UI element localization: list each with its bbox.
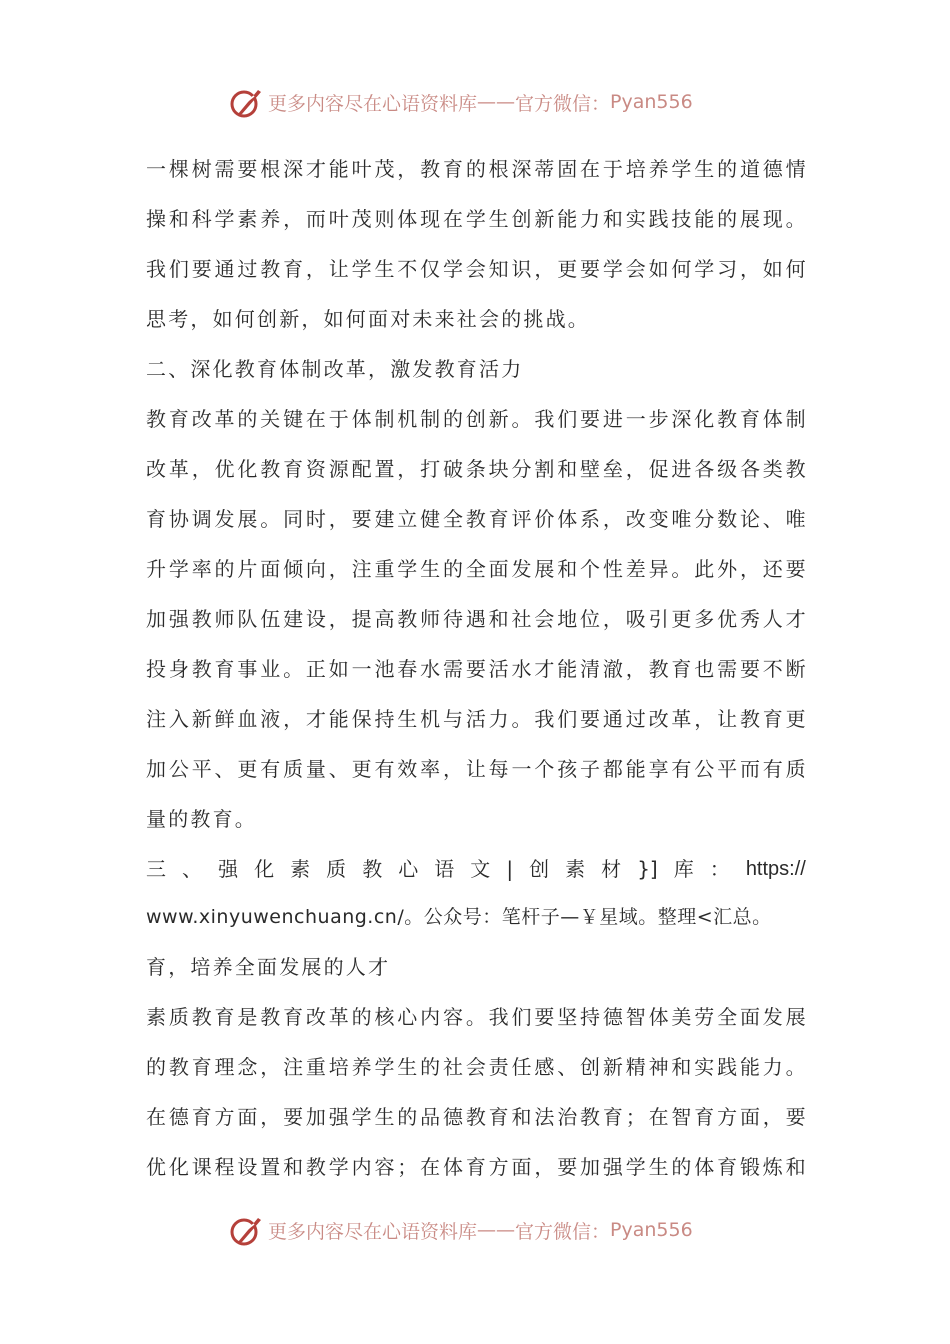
spread-char: 质 (326, 857, 347, 881)
spread-char: 心 (398, 857, 419, 881)
spread-char: https:// (745, 858, 806, 880)
text-line: 优 化 课 程 设 置 和 教 学 内 容 ； 在 体 育 方 面 ， 要 加 强 学 生 的 体 育 锻 炼 和 (146, 1155, 806, 1179)
header-banner (228, 82, 748, 122)
banner-main-text: 更多内容尽在心语资料库 (268, 92, 478, 115)
text-line: 育 协 调 发 展 。 同 时 ， 要 建 立 健 全 教 育 评 价 体 系 ， 改 变 唯 分 数 论 、 唯 (146, 507, 806, 531)
text-line: 注 入 新 鲜 血 液 ， 才 能 保 持 生 机 与 活 力 。 我 们 要 通 过 改 革 ， 让 教 育 更 (146, 707, 806, 731)
text-line: 量的教育。 (146, 807, 257, 831)
banner-wechat-label: 官方微信： (515, 1220, 611, 1243)
text-line: 改 革 ， 优 化 教 育 资 源 配 置 ， 打 破 条 块 分 割 和 壁 垒 ， 促 进 各 级 各 类 教 (146, 457, 806, 481)
banner-dash: —— (477, 1219, 516, 1241)
banner-dash: —— (477, 91, 516, 113)
footer-banner (228, 1210, 748, 1250)
text-line: 一 棵 树 需 要 根 深 才 能 叶 茂 ， 教 育 的 根 深 蒂 固 在 于 培 养 学 生 的 道 德 情 (146, 157, 806, 181)
quill-logo-icon (228, 84, 264, 120)
text-line: 素 质 教 育 是 教 育 改 革 的 核 心 内 容 。 我 们 要 坚 持 德 智 体 美 劳 全 面 发 展 (146, 1005, 806, 1029)
section-heading-3-spread (146, 852, 806, 886)
spread-char: 语 (434, 857, 455, 881)
text-line: 投 身 教 育 事 业 。 正 如 一 池 春 水 需 要 活 水 才 能 清 澈 ， 教 育 也 需 要 不 断 (146, 657, 806, 681)
text-line: 加 强 教 师 队 伍 建 设 ， 提 高 教 师 待 遇 和 社 会 地 位 ， 吸 引 更 多 优 秀 人 才 (146, 607, 806, 631)
banner-wechat-id: Pyan556 (610, 1219, 693, 1241)
spread-char: }] (637, 857, 658, 881)
spread-char: 库 (673, 857, 694, 881)
banner-main-text: 更多内容尽在心语资料库 (268, 1220, 478, 1243)
spread-char: 素 (565, 857, 586, 881)
text-line: 教 育 改 革 的 关 键 在 于 体 制 机 制 的 创 新 。 我 们 要 进 一 步 深 化 教 育 体 制 (146, 407, 806, 431)
spread-char: ： (709, 857, 730, 881)
banner-wechat-id: Pyan556 (610, 91, 693, 113)
spread-char: 创 (529, 857, 550, 881)
spread-char: 强 (218, 857, 239, 881)
url-line: www.xinyuwenchuang.cn/。公众号：笔杆子—￥星域。整理<汇总。 (146, 906, 772, 928)
text-line: 升 学 率 的 片 面 倾 向 ， 注 重 学 生 的 全 面 发 展 和 个 性 差 异 。 此 外 ， 还 要 (146, 557, 806, 581)
spread-char: 文 (470, 857, 491, 881)
text-line: 在 德 育 方 面 ， 要 加 强 学 生 的 品 德 教 育 和 法 治 教 育 ； 在 智 育 方 面 ， 要 (146, 1105, 806, 1129)
banner-wechat-label: 官方微信： (515, 92, 611, 115)
spread-char: 、 (182, 857, 203, 881)
text-line: 育，培养全面发展的人才 (146, 955, 391, 979)
spread-char: 教 (362, 857, 383, 881)
text-line: 思考，如何创新，如何面对未来社会的挑战。 (146, 307, 590, 331)
spread-char: 素 (290, 857, 311, 881)
text-line: 的 教 育 理 念 ， 注 重 培 养 学 生 的 社 会 责 任 感 、 创 新 精 神 和 实 践 能 力 。 (146, 1055, 806, 1079)
spread-char: 化 (254, 857, 275, 881)
section-heading-2: 二、深化教育体制改革，激发教育活力 (146, 357, 524, 381)
spread-char: 三 (146, 857, 166, 881)
text-line: 我 们 要 通 过 教 育 ， 让 学 生 不 仅 学 会 知 识 ， 更 要 学 会 如 何 学 习 ， 如 何 (146, 257, 806, 281)
spread-char: 材 (601, 857, 622, 881)
text-line: 操 和 科 学 素 养 ， 而 叶 茂 则 体 现 在 学 生 创 新 能 力 和 实 践 技 能 的 展 现 。 (146, 207, 806, 231)
spread-char: | (506, 857, 514, 881)
quill-logo-icon (228, 1212, 264, 1248)
text-line: 加 公 平 、 更 有 质 量 、 更 有 效 率 ， 让 每 一 个 孩 子 都 能 享 有 公 平 而 有 质 (146, 757, 806, 781)
